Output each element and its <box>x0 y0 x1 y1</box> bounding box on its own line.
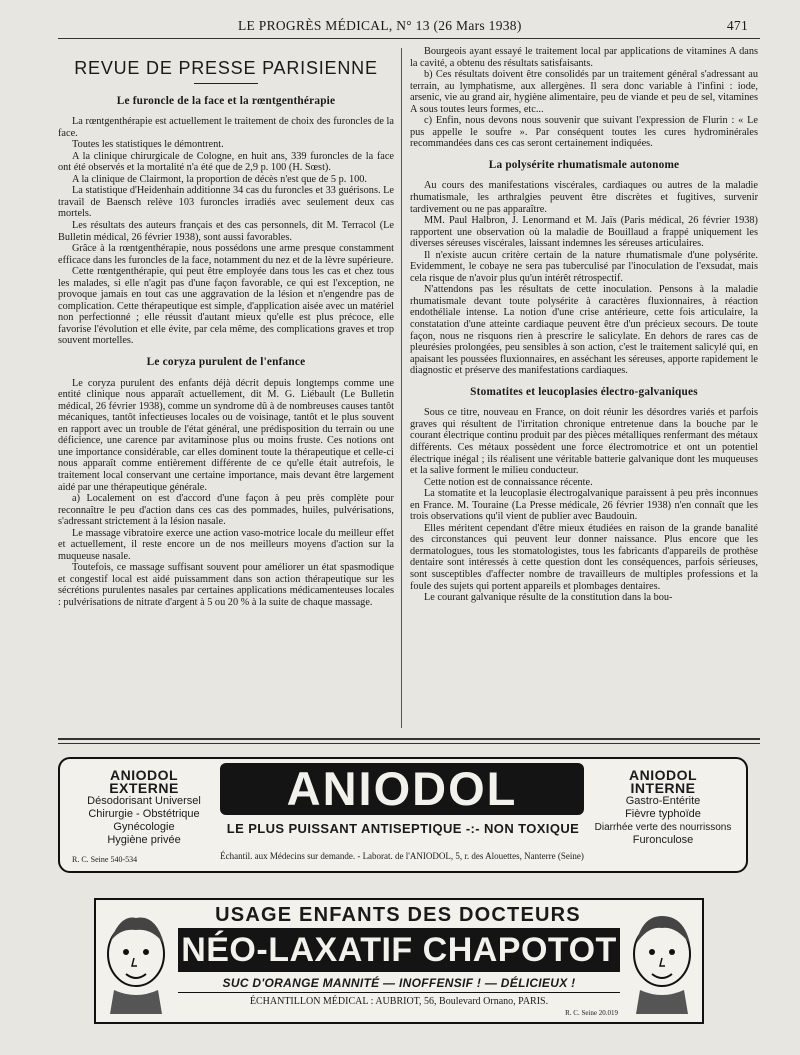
paragraph: c) Enfin, nous devons nous souvenir que suivant l'expression de Flurin : « Le pus appelle le soufre ». Par conséquent toutes les cures hydrominérales recommandées dans ces cas seront certainement indiquées. <box>410 115 758 150</box>
paragraph: La stomatite et la leucoplasie électrogalvanique paraissent à peu près inconnues en France. M. Touraine (La Presse médicale, 26 février 1938) n'en connaît que les trois observations qu'il vient de publier avec Baudouin. <box>410 488 758 523</box>
paragraph: Le coryza purulent des enfants déjà décrit depuis longtemps comme une entité clinique nous apparaît actuellement, dit M. G. Liébault (Le Bulletin médical, 26 février 1938), comme un syndrome dû à de nombreuses causes tantôt mécaniques, tantôt infectieuses locales ou de voisinage, tantôt et le plus souvent en rapport avec un trouble de l'état général, une prédisposition du terrain ou une déficience, une carence par avitaminose plus ou moins fruste. Ces notions ont une importance considérable, car elles dominent toute la thérapeutique et celle-ci nous apparaît comme entièrement différente de ce qu'elle était autrefois, le traitement local conservant une certaine importance, mais devant être largement aidé par une thérapeutique générale. <box>58 377 394 493</box>
paragraph: b) Ces résultats doivent être consolidés par un traitement général s'adressant au terrain, au lymphatisme, aux allergènes. Il sera donc variable à l'infini : iode, arsenic, vie au grand air, hygiène alimentaire, peu de viande et peu de sel, vitamines A sous toutes leurs formes, etc... <box>410 69 758 115</box>
indication-line: Gastro-Entérite <box>625 795 701 807</box>
paragraph: N'attendons pas les résultats de cette inoculation. Pensons à la maladie rhumatismale devant toute polysérite à caractères fluxionnaires, à réaction endothéliale intense. La notion d'une crise antérieure, cette fois articulaire, la constatation d'une atteinte cardiaque peuvent être d'un précieux secours. De toute façon, nous ne risquons rien à prescrire le salicylate. En dehors de rares cas de pleurésies prolongées, peu sensibles à son action, c'est le traitement salicylé qui, en apaisant les poussées fluxionnaires, en asséchant les séreuses, apporte rapidement le diagnostic et préserve des manifestations cardiaques. <box>410 284 758 377</box>
indication-line: Désodorisant Universel <box>87 795 201 807</box>
article-title-furoncle: Le furoncle de la face et la rœntgenthérapie <box>116 94 336 107</box>
paragraph: Bourgeois ayant essayé le traitement local par applications de vitamines A dans la cavité, a obtenu des résultats satisfaisants. <box>410 46 758 69</box>
header-rule <box>58 38 760 39</box>
paragraph: Cette notion est de connaissance récente. <box>424 476 593 488</box>
indication-line: Chirurgie - Obstétrique <box>88 808 200 820</box>
paragraph: A la clinique chirurgicale de Cologne, en huit ans, 339 furoncles de la face ont été observés et la mortalité n'a été que de 2,9 p. 100 (H. Sœst). <box>58 150 394 174</box>
ad-separator-rule-thin <box>58 743 760 744</box>
paragraph: MM. Paul Halbron, J. Lenormand et M. Jaïs (Paris médical, 26 février 1938) rapportent une observation où la maladie de Bouillaud a frappé uniquement les diverses séreuses viscérales, laissant indemnes les séreuses articulaires. <box>410 215 758 250</box>
paragraph: Le courant galvanique résulte de la constitution dans la bou- <box>424 592 673 604</box>
column-divider <box>401 48 402 728</box>
indication-line: Gynécologie <box>113 821 175 833</box>
neo-laxatif-rc: R. C. Seine 20.019 <box>565 1009 618 1017</box>
usage-enfants-heading: USAGE ENFANTS DES DOCTEURS <box>215 904 581 926</box>
article-title-stomatites: Stomatites et leucoplasies électro-galvaniques <box>470 385 698 398</box>
aniodol-advertisement <box>58 757 748 873</box>
article-title-coryza: Le coryza purulent de l'enfance <box>146 356 306 369</box>
paragraph: Toutefois, ce massage suffisant souvent pour améliorer un état spasmodique et congestif local est aidé puissamment dans son action thérapeutique sur les sécrétions purulentes nasales par certaines applications médicamenteuses locales : pulvérisations de nitrate d'argent à 5 ou 20 % à la suite de chaque massage. <box>58 562 394 608</box>
aniodol-interne-panel <box>594 769 732 847</box>
ad-separator-rule <box>58 738 760 740</box>
paragraph: Le massage vibratoire exerce une action vaso-motrice locale du meilleur effet et actuellement, il reste encore un de nos meilleurs moyens d'action sur la muqueuse nasale. <box>58 527 394 562</box>
aniodol-interne-title: ANIODOL <box>628 767 698 783</box>
indication-line: Diarrhée verte des nourrissons <box>594 822 732 833</box>
paragraph: Elles méritent cependant d'être mieux étudiées en raison de la grande banalité des circonstances qui peuvent leur donner naissance. Plus encore que les dermatologues, tous les stomatologistes, tous les fabricants d'appareils de prothèse dentaire sont intéressés à cette question dont les conséquences, parfois sérieuses, sont susceptibles d'affecter nombre de travailleurs de multiples professions et la foule des sujets qui portent appareils et plombages dentaires. <box>410 522 758 592</box>
aniodol-externe-title: ANIODOL <box>109 767 179 783</box>
indication-line: Furonculose <box>632 834 694 846</box>
registre-commerce: R. C. Seine 540-534 <box>72 855 138 864</box>
paragraph: Les résultats des auteurs français et des cas personnels, dit M. Terracol (Le Bulletin médical, 26 février 1938), sont aussi favorables. <box>58 220 394 243</box>
child-face-illustration <box>100 904 172 1016</box>
neo-laxatif-advertisement <box>94 898 704 1024</box>
paragraph: Toutes les statistiques le démontrent. <box>72 139 224 151</box>
aniodol-tagline: LE PLUS PUISSANT ANTISEPTIQUE -:- NON TOXIQUE <box>226 821 580 836</box>
paragraph: La statistique d'Heidenhain additionne 34 cas du furoncles et 33 guérisons. Le travail de Baensch relève 103 furoncles irradiés avec seulement deux cas mortels. <box>58 185 394 220</box>
paragraph: Grâce à la rœntgenthérapie, nous possédons une arme presque constamment efficace dans les furoncles de la face, notamment du nez et de la lèvre supérieure. <box>58 243 394 266</box>
aniodol-echantillon: Échantil. aux Médecins sur demande. - Laborat. de l'ANIODOL, 5, r. des Alouettes, Nanterre (Seine) <box>220 851 584 861</box>
left-column <box>58 46 394 609</box>
paragraph: a) Localement on est d'accord d'une façon à peu près complète pour reconnaître le peu d'action dans ces cas des pommades, huiles, pulvérisations, s'adressant strictement à la lésion nasale. <box>58 493 394 528</box>
neo-laxatif-brand: NÉO-LAXATIF CHAPOTOT <box>178 928 620 972</box>
child-face-illustration <box>626 904 698 1016</box>
paragraph: Au cours des manifestations viscérales, cardiaques ou autres de la maladie rhumatismale, les arthralgies peuvent être discrètes et fugitives, survenir tardivement ou ne pas apparaître. <box>410 180 758 215</box>
aniodol-externe-panel <box>76 769 212 847</box>
interne-label: INTERNE <box>630 780 696 796</box>
page-number: 471 <box>726 18 748 33</box>
right-column <box>410 46 758 604</box>
paragraph: Sous ce titre, nouveau en France, on doit réunir les désordres variés et parfois graves qui résultent de l'irritation chronique entretenue dans la bouche par le courant électrique continu produit par des pièces métalliques renfermant des métaux différents. Ces métaux possèdent une force électromotrice et ont un potentiel électrique inégal ; ils réalisent une véritable batterie galvanique dont les muqueuses et la salive forment le milieu conducteur. <box>410 407 758 477</box>
aniodol-logo: ANIODOL <box>220 763 584 815</box>
indication-line: Fièvre typhoïde <box>625 808 701 820</box>
paragraph: Cette rœntgenthérapie, qui peut être employée dans tous les cas et chez tous les malades, si elle n'agit pas d'une façon favorable, ce qui est l'exception, ne provoque jamais en tout cas une aggravation de la lésion et n'engendre pas de complication. Cette thérapeutique est simple, d'application aisée avec un matériel non perfectionné ; elle réussit d'autant mieux qu'elle est plus précoce, elle favorise l'évolution et elle évite, par cela même, des complications graves et trop souvent mortelles. <box>58 266 394 347</box>
article-title-polyserite: La polysérite rhumatismale autonome <box>488 158 680 171</box>
paragraph: La rœntgenthérapie est actuellement le traitement de choix des furoncles de la face. <box>58 116 394 139</box>
section-title: REVUE DE PRESSE PARISIENNE <box>74 58 378 78</box>
neo-laxatif-slogan: SUC D'ORANGE MANNITÉ — INOFFENSIF ! — DÉLICIEUX ! <box>178 976 620 993</box>
externe-label: EXTERNE <box>109 780 179 796</box>
journal-title: LE PROGRÈS MÉDICAL, N° 13 (26 Mars 1938) <box>238 18 522 33</box>
indication-line: Hygiène privée <box>107 834 181 846</box>
paragraph: A la clinique de Clairmont, la proportion de décès n'est que de 5 p. 100. <box>72 173 367 185</box>
section-underline <box>194 83 258 84</box>
neo-laxatif-echantillon: ÉCHANTILLON MÉDICAL : AUBRIOT, 56, Boulevard Ornano, PARIS. <box>249 996 549 1007</box>
paragraph: Il n'existe aucun critère certain de la nature rhumatismale d'une polysérite. Evidemment, le cobaye ne sera pas tuberculisé par l'inoculation de l'exsudat, mais cela risque de n'avoir plus qu'un intérêt rétrospectif. <box>410 249 758 284</box>
